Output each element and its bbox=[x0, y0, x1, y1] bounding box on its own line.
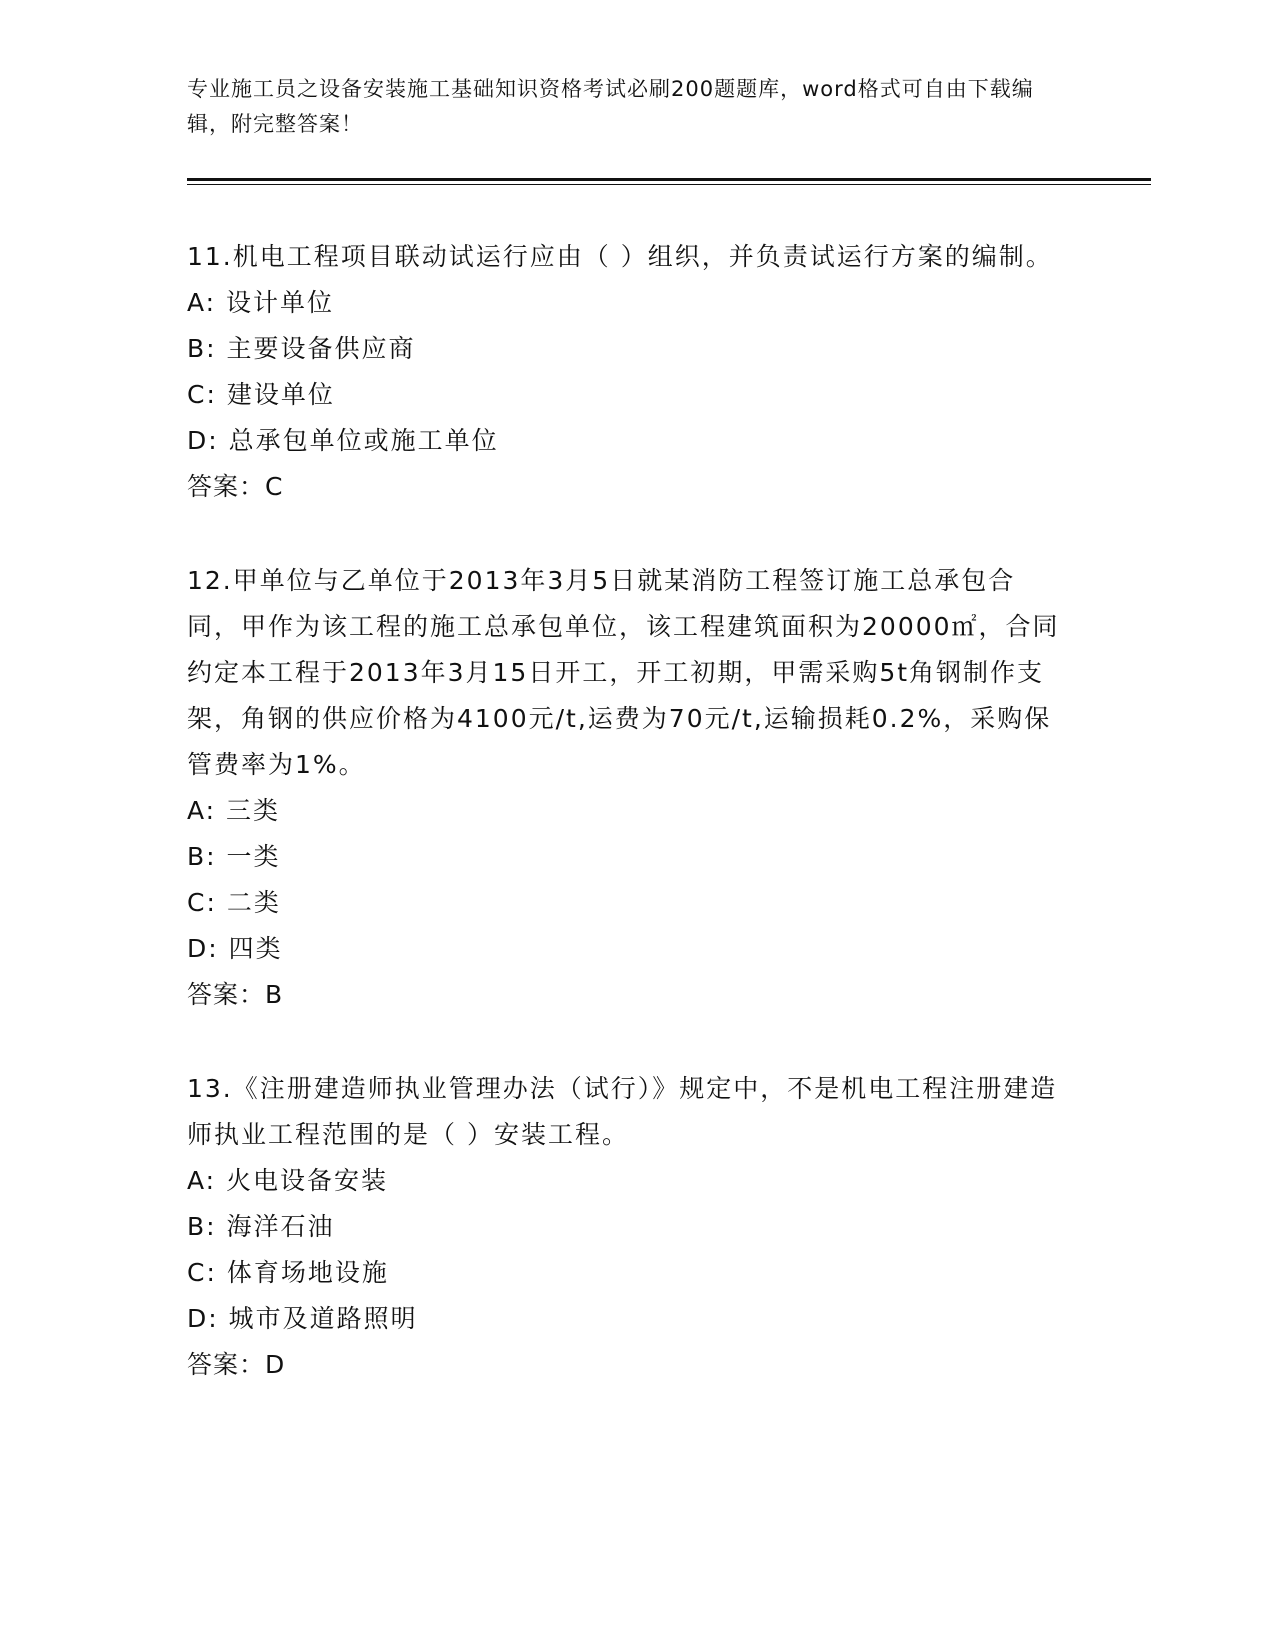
option-c: C: 二类 bbox=[187, 888, 281, 917]
option-b: B: 主要设备供应商 bbox=[187, 334, 416, 363]
option-a: A: 三类 bbox=[187, 796, 281, 825]
option-b: B: 一类 bbox=[187, 842, 281, 871]
question-11 bbox=[187, 234, 1067, 510]
option-c: C: 体育场地设施 bbox=[187, 1258, 389, 1287]
option-d: D: 四类 bbox=[187, 934, 283, 963]
header-divider-thin bbox=[187, 184, 1151, 185]
question-stem: 11.机电工程项目联动试运行应由（ ）组织，并负责试运行方案的编制。 bbox=[187, 242, 1053, 271]
header-divider-thick bbox=[187, 178, 1151, 181]
question-list bbox=[187, 234, 1067, 1436]
option-d: D: 总承包单位或施工单位 bbox=[187, 426, 499, 455]
question-12 bbox=[187, 558, 1067, 1018]
question-stem: 13.《注册建造师执业管理办法（试行）》规定中，不是机电工程注册建造师执业工程范围的是（ ）安装工程。 bbox=[187, 1074, 1058, 1149]
option-a: A: 设计单位 bbox=[187, 288, 335, 317]
question-13 bbox=[187, 1066, 1067, 1388]
answer-line: 答案：C bbox=[187, 472, 284, 501]
answer-line: 答案：D bbox=[187, 1350, 286, 1379]
option-b: B: 海洋石油 bbox=[187, 1212, 335, 1241]
option-c: C: 建设单位 bbox=[187, 380, 335, 409]
option-d: D: 城市及道路照明 bbox=[187, 1304, 418, 1333]
option-a: A: 火电设备安装 bbox=[187, 1166, 389, 1195]
question-stem: 12.甲单位与乙单位于2013年3月5日就某消防工程签订施工总承包合同，甲作为该工程的施工总承包单位，该工程建筑面积为20000㎡，合同约定本工程于2013年3月15日开工，开工初期，甲需采购5t角钢制作支架，角钢的供应价格为4100元/t,运费为70元/t,运输损耗0.2%，采购保管费率为1%。 bbox=[187, 566, 1060, 779]
answer-line: 答案：B bbox=[187, 980, 284, 1009]
document-header: 专业施工员之设备安装施工基础知识资格考试必刷200题题库，word格式可自由下载编辑，附完整答案！ bbox=[187, 77, 1034, 136]
